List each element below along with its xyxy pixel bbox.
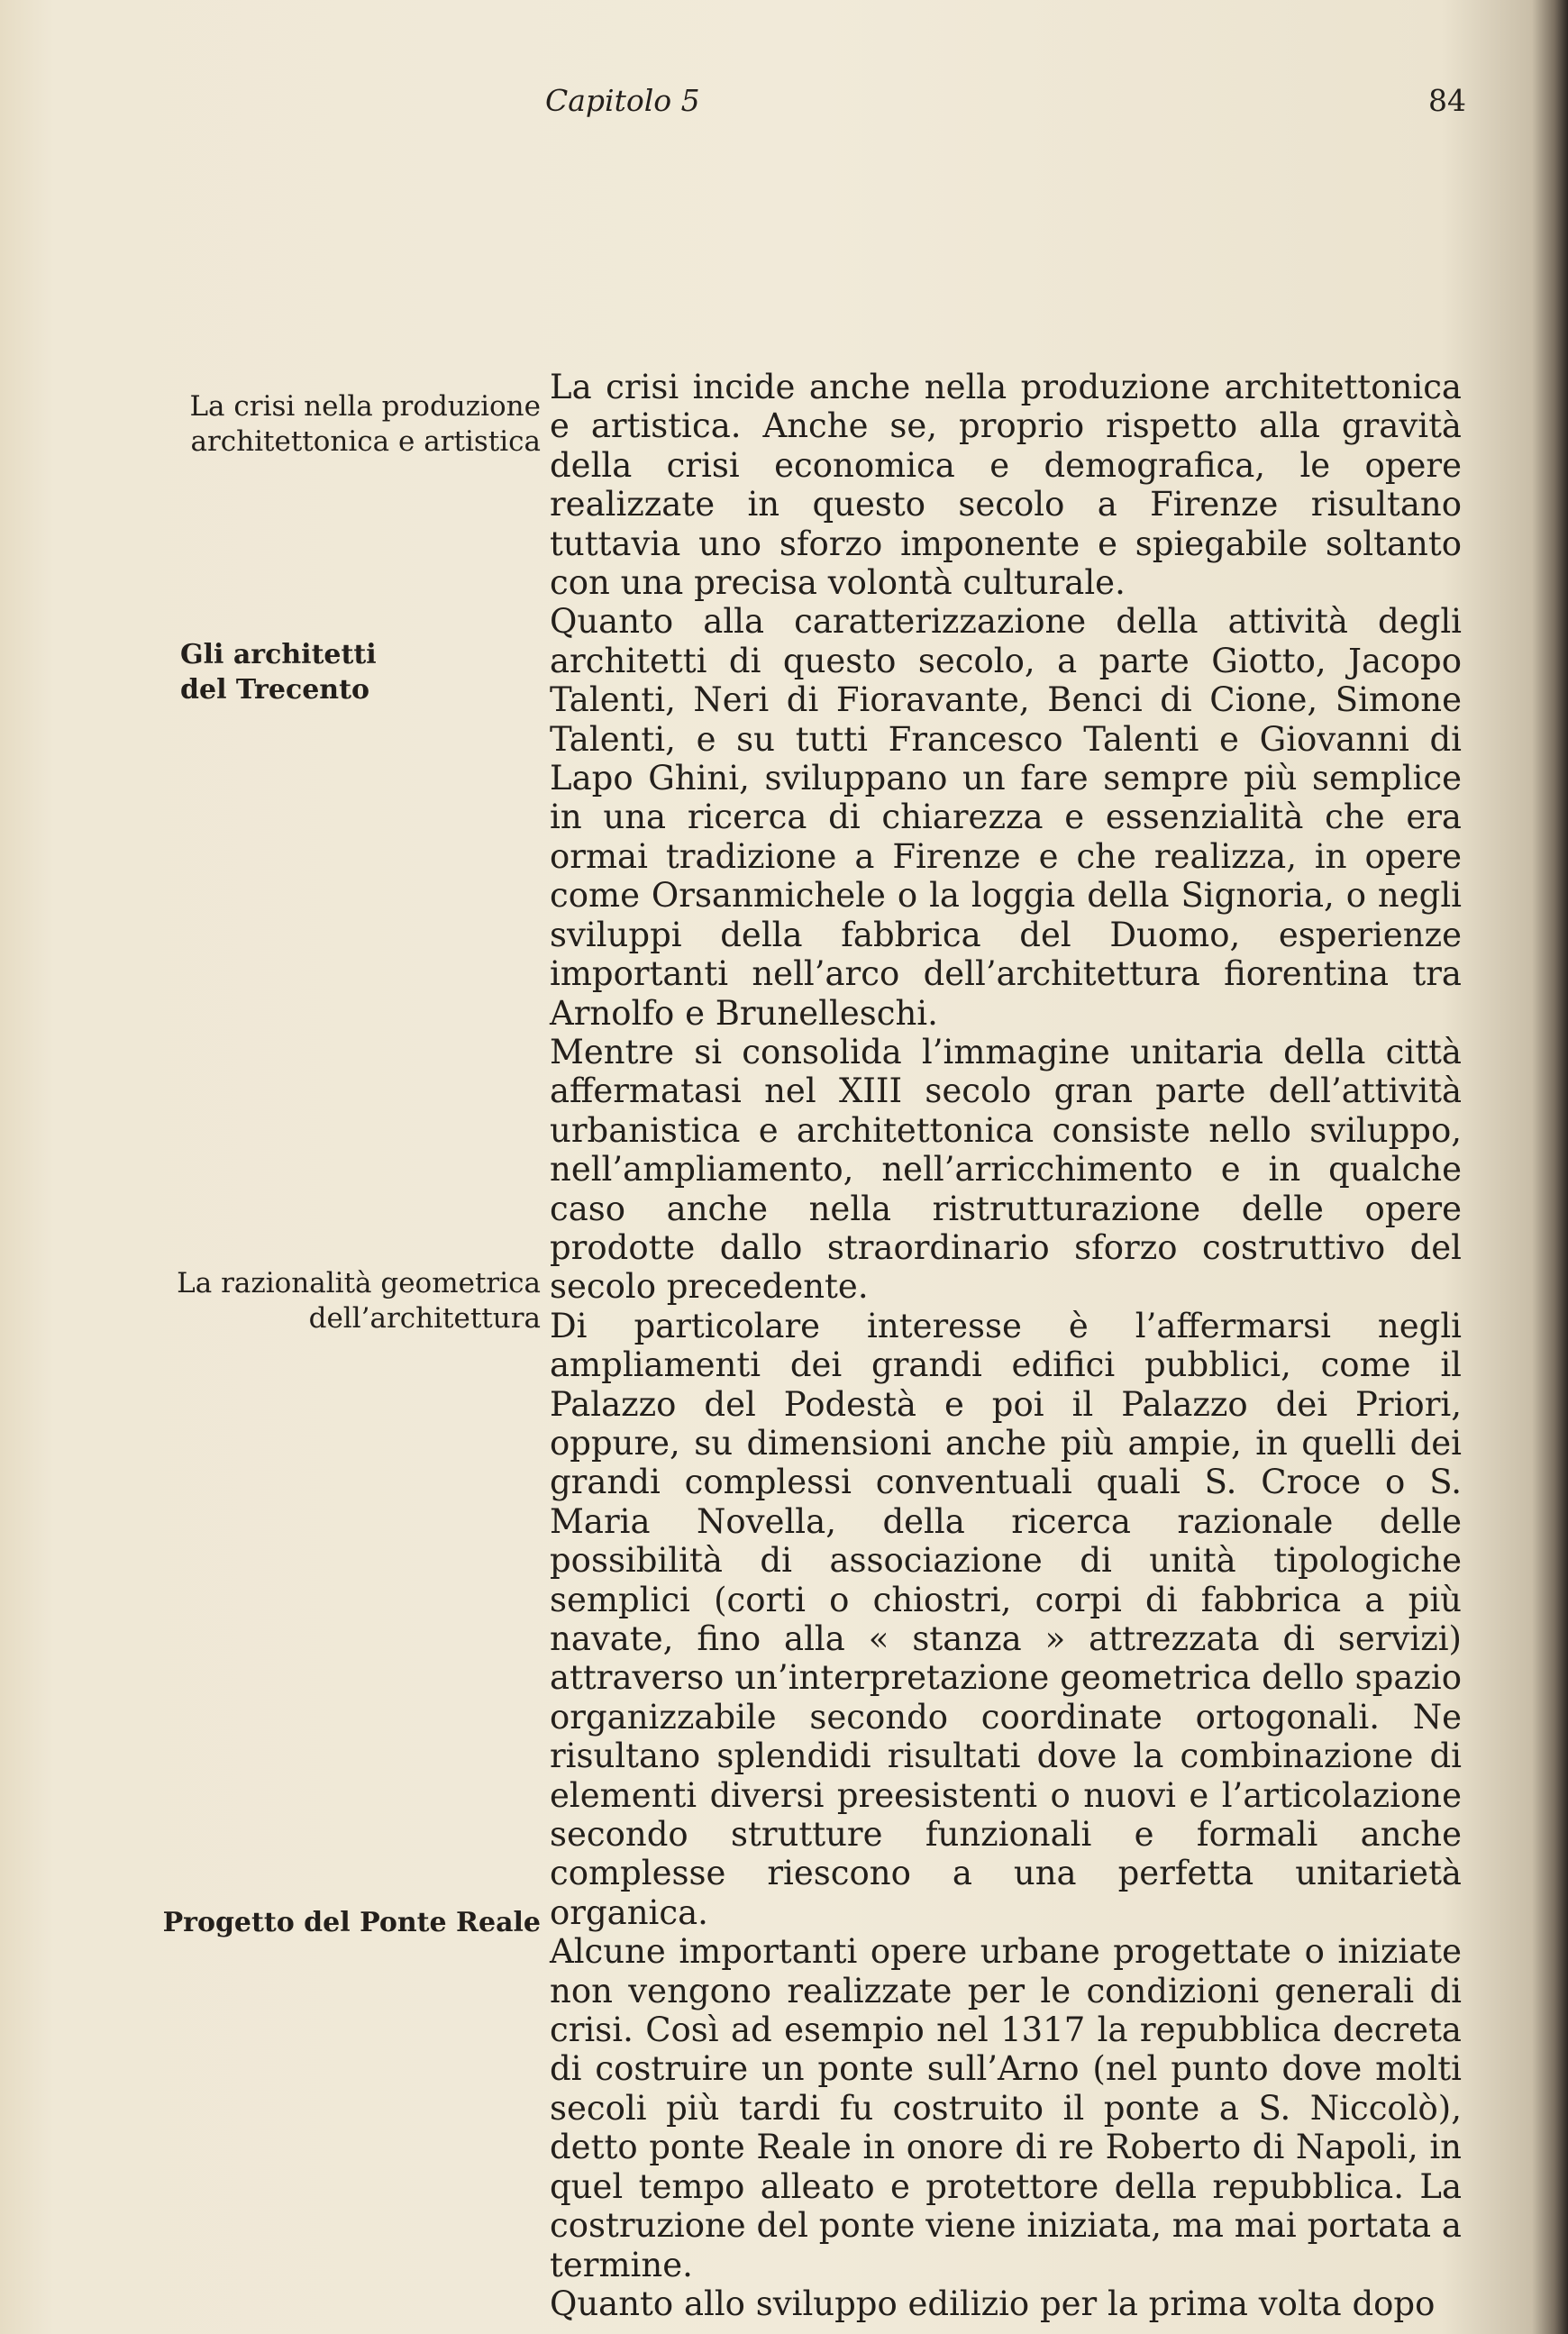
chapter-header: Capitolo 5 [545,83,700,118]
body-text [550,368,1462,2323]
paragraph: La crisi incide anche nella produzione architettonica e artistica. Anche se, proprio rispetto alla gravità della crisi economica e demografica, le opere realizzate in questo secolo a Firenze risultano tuttavia uno sforzo imponente e spiegabile soltanto con una precisa volontà culturale. [550,368,1462,603]
paragraph: Quanto allo sviluppo edilizio per la prima volta dopo [550,2284,1436,2323]
paragraph: Di particolare interesse è l’affermarsi negli ampliamenti dei grandi edifici pubblici, come il Palazzo del Podestà e poi il Palazzo dei Priori, oppure, su dimensioni anche più ampie, in quelli dei grandi complessi conventuali quali S. Croce o S. Maria Novella, della ricerca razionale delle possibilità di associazione di unità tipologiche semplici (corti o chiostri, corpi di fabbrica a più navate, fino alla « stanza » attrezzata di servizi) attraverso un’interpretazione geometrica dello spazio organizzabile secondo coordinate ortogonali. Ne risultano splendidi risultati dove la combinazione di elementi diversi preesistenti o nuovi e l’articolazione secondo strutture funzionali e formali anche complesse riescono a una perfetta unitarietà organica. [550,1306,1462,1932]
side-note-crisi: La crisi nella produzione architettonica e artistica [189,390,541,458]
paragraph: Alcune importanti opere urbane progettate o iniziate non vengono realizzate per le condizioni generali di crisi. Così ad esempio nel 1317 la repubblica decreta di costruire un ponte sull’Arno (nel punto dove molti secoli più tardi fu costruito il ponte a S. Niccolò), detto ponte Reale in onore di re Roberto di Napoli, in quel tempo alleato e protettore della repubblica. La costruzione del ponte viene iniziata, ma mai portata a termine. [550,1932,1462,2284]
paragraph: Quanto alla caratterizzazione della attività degli architetti di questo secolo, a parte Giotto, Jacopo Talenti, Neri di Fioravante, Benci di Cione, Simone Talenti, e su tutti Francesco Talenti e Giovanni di Lapo Ghini, sviluppano un fare sempre più semplice in una ricerca di chiarezza e essenzialità che era ormai tradizione a Firenze e che realizza, in opere come Orsanmichele o la loggia della Signoria, o negli sviluppi della fabbrica del Duomo, esperienze importanti nell’arco dell’architettura fiorentina tra Arnolfo e Brunelleschi. [550,602,1462,1033]
side-note-ponte-reale: Progetto del Ponte Reale [162,1907,541,1938]
side-note-architetti: Gli architetti del Trecento [180,639,377,706]
page-number: 84 [1428,83,1466,118]
paragraph: Mentre si consolida l’immagine unitaria della città affermatasi nel XIII secolo gran parte dell’attività urbanistica e architettonica consiste nello sviluppo, nell’ampliamento, nell’arricchimento e in qualche caso anche nella ristrutturazione delle opere prodotte dallo straordinario sforzo costruttivo del secolo precedente. [550,1032,1462,1307]
side-note-razionalita: La razionalità geometrica dell’architettura [177,1267,541,1335]
